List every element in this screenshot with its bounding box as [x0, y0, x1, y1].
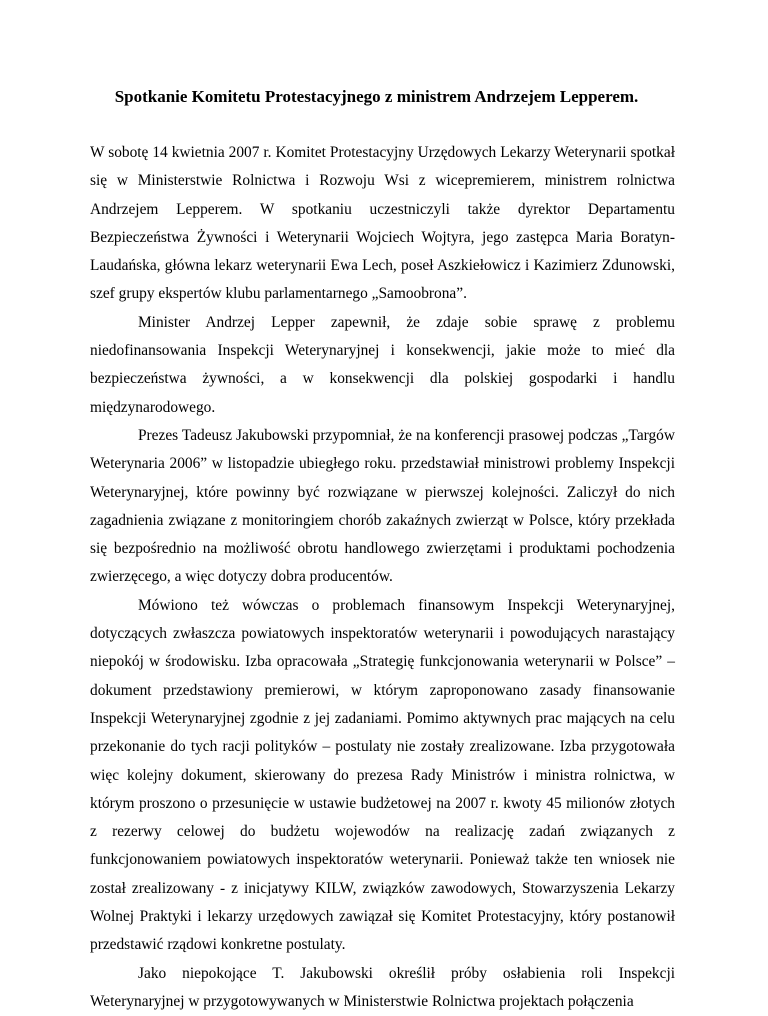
paragraph-3: Prezes Tadeusz Jakubowski przypomniał, że na konferencji prasowej podczas „Targów Weterynaria 2006” w listopadzie ubiegłego roku. przedstawiał ministrowi problemy Inspekcji Weterynaryjnej, które powinny być rozwiązane w pierwszej kolejności. Zaliczył do nich zagadnienia związane z monitoringiem chorób zakaźnych zwierząt w Polsce, który przekłada się bezpośrednio na możliwość obrotu handlowego zwierzętami i produktami pochodzenia zwierzęcego, a więc dotyczy dobra producentów. — [90, 426, 675, 586]
document-title: Spotkanie Komitetu Protestacyjnego z ministrem Andrzejem Lepperem. — [114, 87, 639, 106]
paragraph-5: Jako niepokojące T. Jakubowski określił próby osłabienia roli Inspekcji Weterynaryjnej w przygotowywanych w Ministerstwie Rolnictwa projektach połączenia — [90, 964, 675, 1010]
document-page — [90, 82, 675, 1016]
paragraph-2: Minister Andrzej Lepper zapewnił, że zdaje sobie sprawę z problemu niedofinansowania Inspekcji Weterynaryjnej i konsekwencji, jakie może to mieć dla bezpieczeństwa żywności, a w konsekwencji dla polskiej gospodarki i handlu międzynarodowego. — [90, 313, 675, 416]
paragraph-1: W sobotę 14 kwietnia 2007 r. Komitet Protestacyjny Urzędowych Lekarzy Weterynarii spotkał się w Ministerstwie Rolnictwa i Rozwoju Wsi z wicepremierem, ministrem rolnictwa Andrzejem Lepperem. W spotkaniu uczestniczyli także dyrektor Departamentu Bezpieczeństwa Żywności i Weterynarii Wojciech Wojtyra, jego zastępca Maria Boratyn-Laudańska, główna lekarz weterynarii Ewa Lech, poseł Aszkiełowicz i Kazimierz Zdunowski, szef grupy ekspertów klubu parlamentarnego „Samoobrona”. — [90, 144, 675, 303]
paragraph-4: Mówiono też wówczas o problemach finansowym Inspekcji Weterynaryjnej, dotyczących zwłaszcza powiatowych inspektoratów weterynarii i powodujących narastający niepokój w środowisku. Izba opracowała „Strategię funkcjonowania weterynarii w Polsce” – dokument przedstawiony premierowi, w którym zaproponowano zasady finansowanie Inspekcji Weterynaryjnej zgodnie z jej zadaniami. Pomimo aktywnych prac mających na celu przekonanie do tych racji polityków – postulaty nie zostały zrealizowane. Izba przygotowała więc kolejny dokument, skierowany do prezesa Rady Ministrów i ministra rolnictwa, w którym proszono o przesunięcie w ustawie budżetowej na 2007 r. kwoty 45 milionów złotych z rezerwy celowej do budżetu wojewodów na realizację zadań związanych z funkcjonowaniem powiatowych inspektoratów weterynarii. Ponieważ także ten wniosek nie został zrealizowany - z inicjatywy KILW, związków zawodowych, Stowarzyszenia Lekarzy Wolnej Praktyki i lekarzy urzędowych zawiązał się Komitet Protestacyjny, który postanowił przedstawić rządowi konkretne postulaty. — [90, 596, 675, 954]
